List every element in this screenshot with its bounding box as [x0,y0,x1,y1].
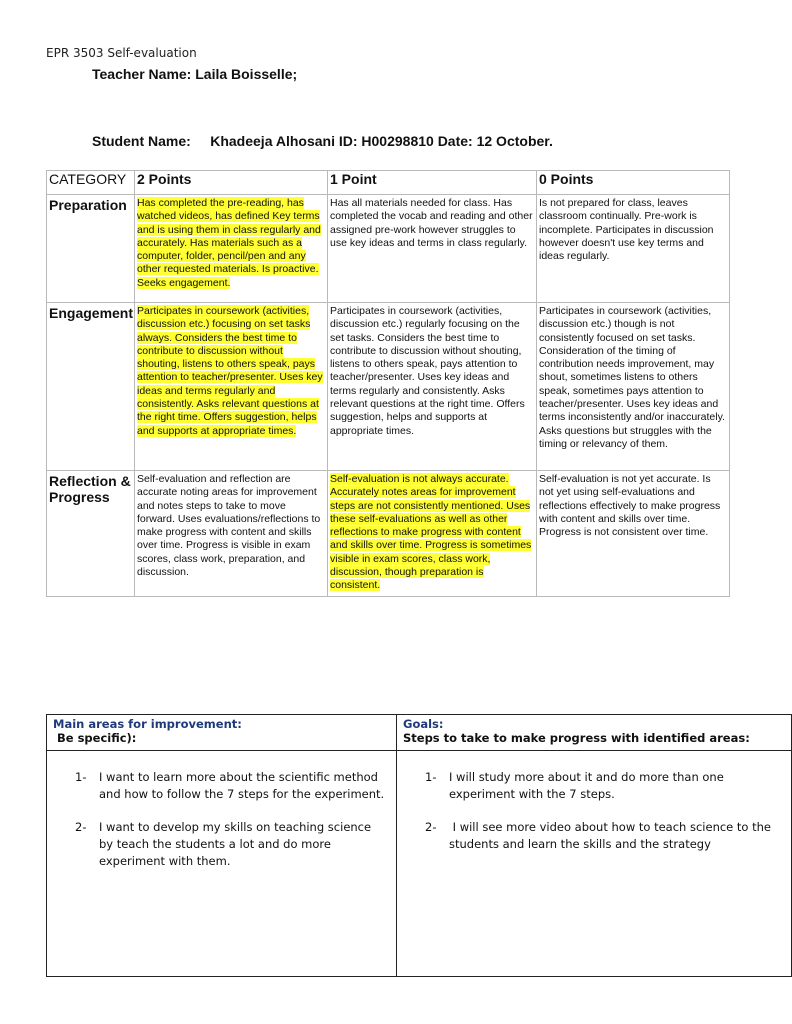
rubric-header-row [47,171,730,195]
improvement-list [75,769,388,870]
cell-text: Participates in coursework (activities, discussion etc.) regularly focusing on the set tasks. Considers the best time to contribute to discussion without shouting, listens to others speak, pays attention to teacher/presenter. Uses key ideas and terms regularly and consistently. Asks relevant questions at the right time. Offers suggestion, helps and supports at appropriate times. [330,305,525,437]
list-item: 2- I will see more video about how to teach science to the students and learn the skills and the strategy [425,820,775,851]
teacher-name: Teacher Name: Laila Boisselle; [92,66,298,82]
rubric-cell [537,471,730,597]
improvement-header [47,715,397,751]
goals-header [397,715,792,751]
category-cell: Engagement [47,303,135,471]
improvement-goals-table [46,714,792,977]
rubric-row-engagement [47,303,730,471]
goals-subtitle: Steps to take to make progress with identified areas: [403,731,750,745]
goals-list [425,769,783,853]
cell-text: Self-evaluation is not yet accurate. Is not yet using self-evaluations and reflections effectively to make progress with content and skills over time. Progress is not consistent over time. [539,473,721,539]
category-cell: Preparation [47,195,135,303]
cell-text: Has completed the pre-reading, has watched videos, has defined Key terms and is using them in class regularly and accurately. Has materials such as a computer, folder, pencil/pen and any other requested materials. Is proactive. Seeks engagement. [137,197,321,289]
rubric-cell [537,195,730,303]
rubric-cell [135,303,328,471]
cell-text: Is not prepared for class, leaves classroom continually. Pre-work is incomplete. Participates in discussion however doesn't use key terms and ideas regularly. [539,197,714,263]
document-title: EPR 3503 Self-evaluation [46,46,197,60]
header-1-point: 1 Point [328,171,537,195]
list-item: 2- I want to develop my skills on teaching science by teach the students a lot and do more experiment with them. [75,820,372,868]
list-item: 1- I want to learn more about the scientific method and how to follow the 7 steps for the experiment. [75,770,385,801]
rubric-cell [537,303,730,471]
goals-list-cell [397,751,792,977]
rubric-row-reflection [47,471,730,597]
rubric-table [46,170,730,597]
category-cell: Reflection & Progress [47,471,135,597]
cell-text: Self-evaluation and reflection are accurate noting areas for improvement and notes steps to take to move forward. Uses evaluations/reflections to make progress with content and skills over time. Progress is visible in exam scores, class work, preparation, and discussion. [137,473,321,579]
improvement-title: Main areas for improvement: [53,717,242,731]
header-2-points: 2 Points [135,171,328,195]
rubric-cell [135,471,328,597]
goals-header-row [47,715,792,751]
student-info: Student Name: Khadeeja Alhosani ID: H00298810 Date: 12 October. [92,133,553,149]
goals-body-row [47,751,792,977]
rubric-row-preparation [47,195,730,303]
cell-text: Participates in coursework (activities, discussion etc.) though is not consistently focused on set tasks. Consideration of the timing of contribution needs improvement, may shout, sometimes listens to others speak, sometimes pays attention to teacher/presenter. Uses key ideas and terms inconsistently and/or inaccurately. Asks questions but struggles with the timing or relevancy of them. [539,305,725,450]
rubric-cell [328,195,537,303]
header-category: CATEGORY [47,171,135,195]
rubric-cell [328,471,537,597]
improvement-subtitle: Be specific): [53,731,137,745]
cell-text: Has all materials needed for class. Has completed the vocab and reading and other assigned pre-work however struggles to use key ideas and terms in class regularly. [330,197,533,249]
header-0-points: 0 Points [537,171,730,195]
cell-text: Self-evaluation is not always accurate. Accurately notes areas for improvement steps are not consistently mentioned. Uses these self-evaluations as well as other reflections to make progress with content and skills over time. Progress is sometimes visible in exam scores, class work, discussion, though preparation is consistent. [330,473,532,592]
rubric-cell [328,303,537,471]
list-item: 1- I will study more about it and do more than one experiment with the 7 steps. [425,770,724,801]
cell-text: Participates in coursework (activities, discussion etc.) focusing on set tasks always. Considers the best time to contribute to discussion without shouting, listens to others speak, pays attention to teacher/presenter. Uses key ideas and terms regularly and consistently. Asks relevant questions at the right time. Offers suggestion, helps and supports at appropriate times. [137,305,323,437]
rubric-cell [135,195,328,303]
goals-title: Goals: [403,717,444,731]
improvement-list-cell [47,751,397,977]
